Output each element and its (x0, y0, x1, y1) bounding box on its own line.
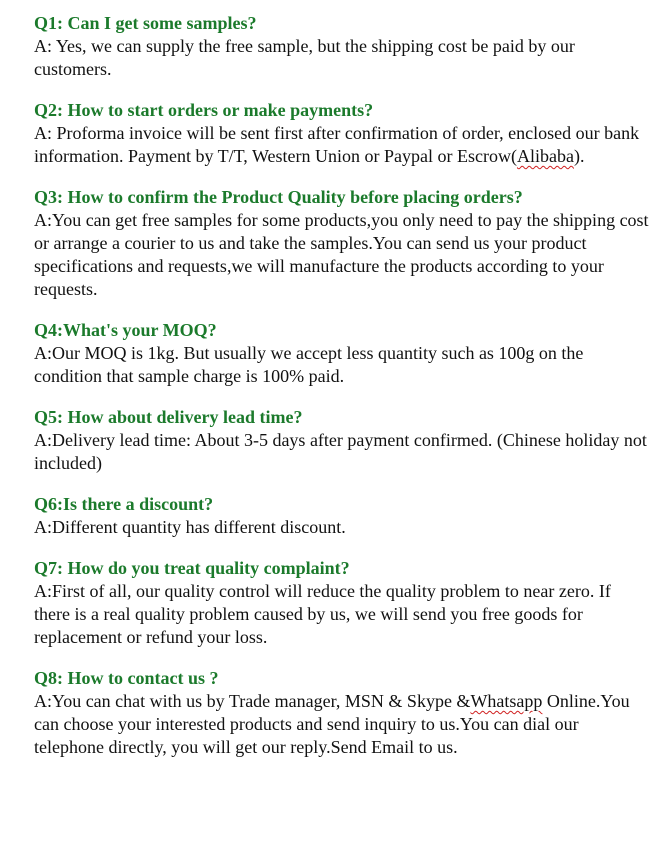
faq-question: Q5: How about delivery lead time? (34, 407, 303, 427)
spellcheck-flagged-word: Whatsapp (470, 691, 543, 711)
faq-answer-text: Online.You can choose your interested products and send inquiry to us.You can dial our telephone directly, you will get our reply.Send Email to us. (34, 691, 630, 757)
faq-item-q4 (34, 319, 649, 388)
faq-item-q3 (34, 186, 649, 301)
faq-answer: A:Different quantity has different discount. (34, 517, 346, 537)
faq-answer: A:Our MOQ is 1kg. But usually we accept less quantity such as 100g on the condition that sample charge is 100% paid. (34, 343, 584, 386)
faq-answer (34, 690, 649, 759)
faq-item-q7 (34, 557, 649, 649)
faq-answer-text: A: Proforma invoice will be sent first after confirmation of order, enclosed our bank information. Payment by T/T, Western Union or Paypal or Escrow( (34, 123, 640, 166)
faq-answer: A:You can get free samples for some products,you only need to pay the shipping cost or arrange a courier to us and take the samples.You can send us your product specifications and requests,we will manufacture the products according to your requests. (34, 210, 649, 299)
faq-answer: A:First of all, our quality control will reduce the quality problem to near zero. If there is a real quality problem caused by us, we will send you free goods for replacement or refund your loss. (34, 581, 611, 647)
faq-question: Q2: How to start orders or make payments? (34, 100, 374, 120)
faq-answer: A: Yes, we can supply the free sample, but the shipping cost be paid by our customers. (34, 36, 575, 79)
faq-item-q8 (34, 667, 649, 759)
faq-item-q6 (34, 493, 649, 539)
faq-question: Q1: Can I get some samples? (34, 13, 257, 33)
faq-answer-text: A:You can chat with us by Trade manager, MSN & Skype & (34, 691, 471, 711)
faq-question: Q6:Is there a discount? (34, 494, 214, 514)
spellcheck-flagged-word: Alibaba (516, 146, 574, 166)
faq-answer: A:Delivery lead time: About 3-5 days after payment confirmed. (Chinese holiday not included) (34, 430, 647, 473)
faq-question: Q3: How to confirm the Product Quality before placing orders? (34, 187, 523, 207)
faq-answer (34, 122, 649, 168)
faq-question: Q8: How to contact us ? (34, 668, 219, 688)
faq-document (34, 12, 649, 777)
faq-question: Q4:What's your MOQ? (34, 320, 217, 340)
faq-item-q2 (34, 99, 649, 168)
faq-item-q1 (34, 12, 649, 81)
faq-answer-text: ). (573, 146, 585, 166)
faq-item-q5 (34, 406, 649, 475)
faq-question: Q7: How do you treat quality complaint? (34, 558, 350, 578)
